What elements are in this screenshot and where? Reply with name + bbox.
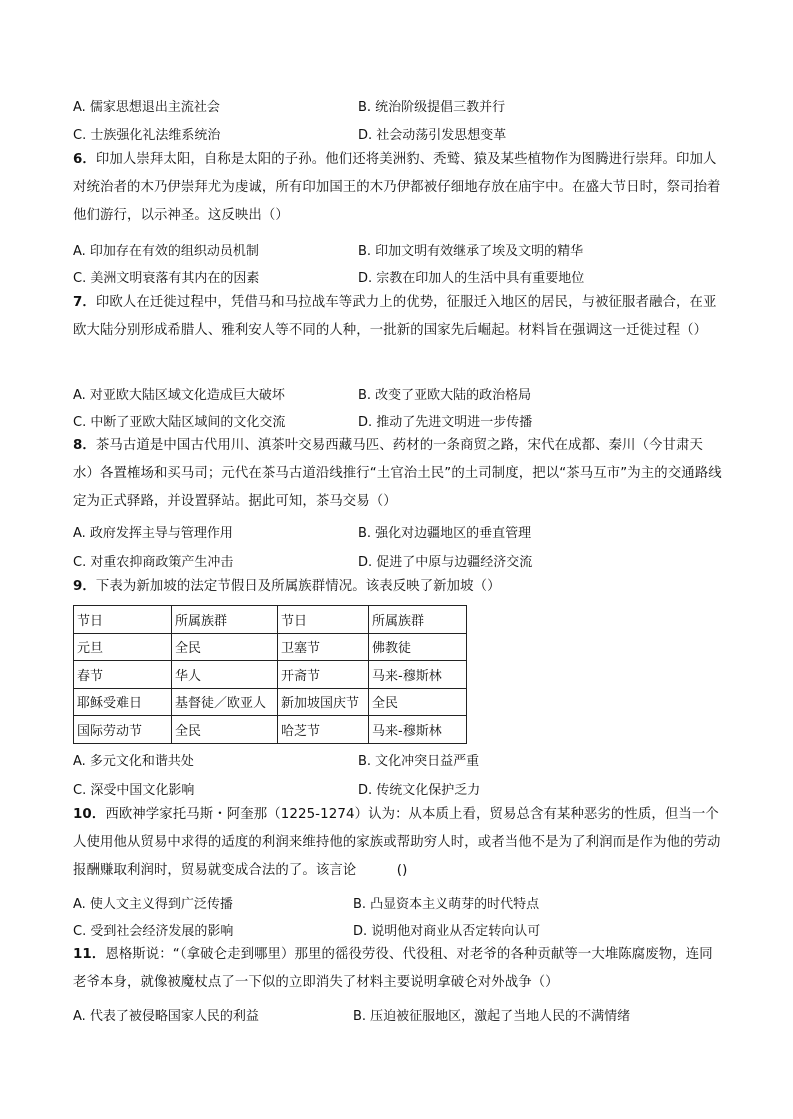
q9-option-b: B. 文化冲突日益严重 <box>358 754 480 769</box>
question-number: 9． <box>73 579 96 594</box>
q10-option-d: D. 说明他对商业从否定转向认可 <box>353 924 541 939</box>
table-cell: 华人 <box>172 661 278 689</box>
question-11 <box>73 941 723 997</box>
q5-option-d: D. 社会动荡引发思想变革 <box>358 128 507 143</box>
q8-option-b: B. 强化对边疆地区的垂直管理 <box>358 526 532 541</box>
q7-option-d: D. 推动了先进文明进一步传播 <box>358 415 533 430</box>
q9-option-a: A. 多元文化和谐共处 <box>73 754 194 769</box>
q8-option-d: D. 促进了中原与边疆经济交流 <box>358 555 533 570</box>
table-row <box>74 661 467 689</box>
question-number: 8． <box>73 438 96 453</box>
q5-option-a: A. 儒家思想退出主流社会 <box>73 100 220 115</box>
holiday-table <box>73 605 467 744</box>
table-cell: 卫塞节 <box>278 633 369 661</box>
q6-option-b: B. 印加文明有效继承了埃及文明的精华 <box>358 244 584 259</box>
table-cell: 节日 <box>278 606 369 634</box>
q9-option-d: D. 传统文化保护乏力 <box>358 783 481 798</box>
table-cell: 新加坡国庆节 <box>278 688 369 716</box>
question-stem: 下表为新加坡的法定节假日及所属族群情况。该表反映了新加坡（） <box>95 579 501 594</box>
question-stem: 恩格斯说：“（拿破仑走到哪里）那里的徭役劳役、代役租、对老爷的各种贡献等一大堆陈腐废物，连同老爷本身，就像被魔杖点了一下似的立即消失了材料主要说明拿破仑对外战争（） <box>73 947 713 990</box>
table-cell: 哈芝节 <box>278 716 369 744</box>
table-row <box>74 606 467 634</box>
table-cell: 节日 <box>74 606 172 634</box>
q10-option-a: A. 使人文主义得到广泛传播 <box>73 897 233 912</box>
table-cell: 全民 <box>172 633 278 661</box>
q5-option-c: C. 士族强化礼法维系统治 <box>73 128 221 143</box>
q6-option-d: D. 宗教在印加人的生活中具有重要地位 <box>358 271 585 286</box>
q10-option-b: B. 凸显资本主义萌芽的时代特点 <box>353 897 540 912</box>
question-number: 11． <box>73 947 106 962</box>
table-cell: 开斋节 <box>278 661 369 689</box>
question-8 <box>73 432 723 516</box>
table-cell: 佛教徒 <box>369 633 467 661</box>
question-stem: 印加人崇拜太阳，自称是太阳的子孙。他们还将美洲豹、秃鹫、猿及某些植物作为图腾进行崇拜。印加人对统治者的木乃伊崇拜尤为虔诚，所有印加国王的木乃伊都被仔细地存放在庙宇中。在盛大节日时，祭司抬着他们游行，以示神圣。这反映出（） <box>73 152 721 223</box>
q7-option-a: A. 对亚欧大陆区域文化造成巨大破坏 <box>73 388 285 403</box>
question-7 <box>73 289 723 345</box>
question-number: 6． <box>73 152 96 167</box>
table-cell: 国际劳动节 <box>74 716 172 744</box>
q8-option-a: A. 政府发挥主导与管理作用 <box>73 526 233 541</box>
table-cell: 基督徒／欧亚人 <box>172 688 278 716</box>
table-cell: 马来-穆斯林 <box>369 661 467 689</box>
question-6 <box>73 146 723 230</box>
table-row <box>74 716 467 744</box>
table-cell: 春节 <box>74 661 172 689</box>
q8-option-c: C. 对重农抑商政策产生冲击 <box>73 555 234 570</box>
q9-option-c: C. 深受中国文化影响 <box>73 783 195 798</box>
question-number: 7． <box>73 295 96 310</box>
q7-option-c: C. 中断了亚欧大陆区域间的文化交流 <box>73 415 286 430</box>
q5-option-b: B. 统治阶级提倡三教并行 <box>358 100 506 115</box>
question-stem: 印欧人在迁徙过程中，凭借马和马拉战车等武力上的优势，征服迁入地区的居民，与被征服者融合，在亚欧大陆分别形成希腊人、雅利安人等不同的人种，一批新的国家先后崛起。材料旨在强调这一迁徙过程（） <box>73 295 717 338</box>
question-stem: 西欧神学家托马斯・阿奎那（1225-1274）认为：从本质上看，贸易总含有某种恶劣的性质，但当一个人使用他从贸易中求得的适度的利润来维持他的家族或帮助穷人时，或者当他不是为了利润而是作为他的劳动报酬赚取利润时，贸易就变成合法的了。该言论 () <box>73 807 721 878</box>
question-10 <box>73 801 723 885</box>
table-row <box>74 633 467 661</box>
q10-option-c: C. 受到社会经济发展的影响 <box>73 924 234 939</box>
question-9 <box>73 573 723 601</box>
q11-option-b: B. 压迫被征服地区，激起了当地人民的不满情绪 <box>353 1009 631 1024</box>
q7-option-b: B. 改变了亚欧大陆的政治格局 <box>358 388 532 403</box>
table-row <box>74 688 467 716</box>
question-stem: 茶马古道是中国古代用川、滇茶叶交易西藏马匹、药材的一条商贸之路，宋代在成都、秦川（今甘肃天水）各置榷场和买马司；元代在茶马古道沿线推行“土官治土民”的土司制度，把以“茶马互市”为主的交通路线定为正式驿路，并设置驿站。据此可知，茶马交易（） <box>73 438 722 509</box>
table-cell: 所属族群 <box>369 606 467 634</box>
table-cell: 全民 <box>369 688 467 716</box>
table-cell: 马来-穆斯林 <box>369 716 467 744</box>
table-cell: 元旦 <box>74 633 172 661</box>
table-cell: 全民 <box>172 716 278 744</box>
table-cell: 所属族群 <box>172 606 278 634</box>
q6-option-a: A. 印加存在有效的组织动员机制 <box>73 244 259 259</box>
q11-option-a: A. 代表了被侵略国家人民的利益 <box>73 1009 259 1024</box>
table-cell: 耶稣受难日 <box>74 688 172 716</box>
question-number: 10． <box>73 807 106 822</box>
q6-option-c: C. 美洲文明衰落有其内在的因素 <box>73 271 260 286</box>
